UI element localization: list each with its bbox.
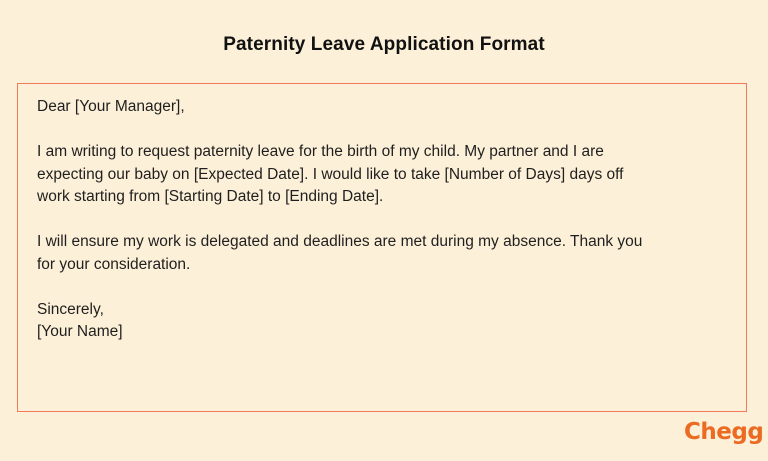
- signature: [Your Name]: [37, 323, 123, 340]
- page-title: Paternity Leave Application Format: [223, 34, 545, 55]
- closing: Sincerely,: [37, 300, 104, 318]
- paragraph-1-line-3: work starting from [Starting Date] to [Ending Date].: [37, 188, 384, 205]
- paragraph-1-line-1: I am writing to request paternity leave for the birth of my child. My partner and I are: [37, 143, 604, 160]
- paragraph-2-line-2: for your consideration.: [37, 255, 191, 273]
- closing-block: [37, 299, 737, 344]
- letter-box: [17, 83, 747, 412]
- salutation: [37, 96, 737, 119]
- paragraph-2: [37, 231, 737, 276]
- paragraph-1: [37, 141, 737, 209]
- paragraph-2-line-1: I will ensure my work is delegated and deadlines are met during my absence. Thank you: [37, 233, 643, 250]
- chegg-logo: Chegg: [684, 419, 764, 445]
- paragraph-1-line-2: expecting our baby on [Expected Date]. I would like to take [Number of Days] days off: [37, 165, 624, 183]
- salutation-line: Dear [Your Manager],: [37, 98, 185, 115]
- letter-body: [37, 96, 737, 366]
